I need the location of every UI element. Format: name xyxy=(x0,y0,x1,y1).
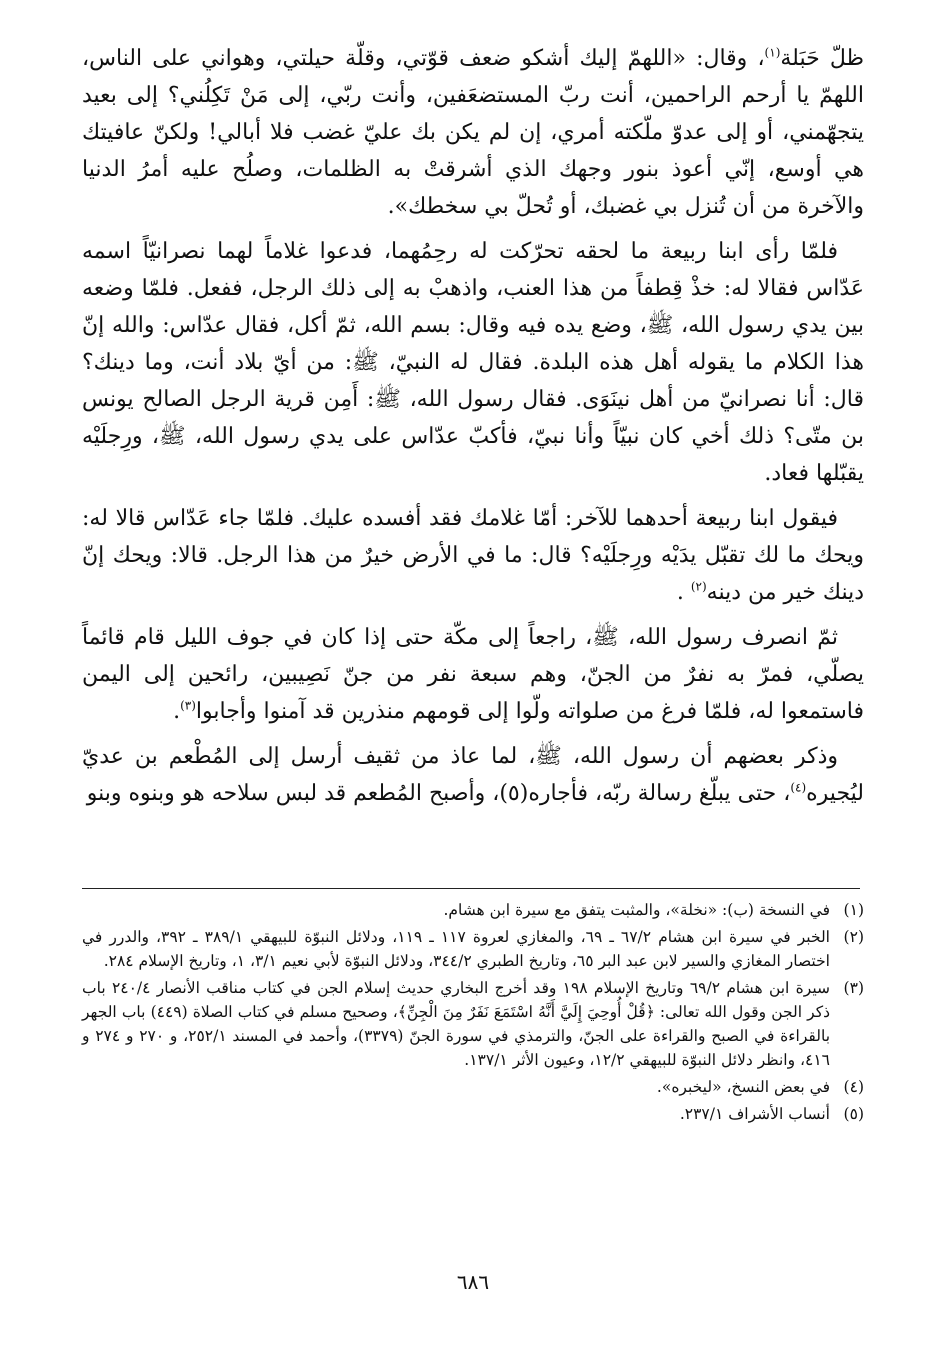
paragraph-text: وذكر بعضهم أن رسول الله، ﷺ، لما عاذ من ثقيف أرسل إلى المُطْعم بن عديّ ليُجيره xyxy=(82,744,864,806)
footnote-item xyxy=(82,976,864,1072)
paragraph-text: . xyxy=(173,699,181,724)
paragraph-text: فيقول ابنا ربيعة أحدهما للآخر: أمّا غلامك فقد أفسده عليك. فلمّا جاء عَدّاس قالا له: ويحك ما لك تقبّل يدَيْه ورِجلَيْه؟ قال: ما في الأرض خيرٌ من هذا الرجل. قالا: ويحك إنّ دينك خير من دينه xyxy=(82,506,864,605)
paragraph-text: ، حتى يبلّغ رسالة ربّه، فأجاره(٥)، وأصبح المُطعم قد لبس سلاحه هو وبنوه وبنو xyxy=(86,781,791,806)
paragraph xyxy=(82,233,864,492)
footnote-item xyxy=(82,1102,864,1126)
footnote-item xyxy=(82,1075,864,1099)
footnote-text: الخبر في سيرة ابن هشام ٦٧/٢ ـ ٦٩، والمغازي لعروة ١١٧ ـ ١١٩، ودلائل النبوّة للبيهقي ٣٨٩/١ ـ ٣٩٢، والدرر في اختصار المغازي والسير لابن عبد البر ٦٥، وتاريخ الطبري ٣٤٤/٢، ودلائل النبوّة لأبي نعيم ٣/١، ١، وتاريخ الإسلام ٢٨٤. xyxy=(82,928,830,970)
footnote-item xyxy=(82,925,864,973)
paragraph xyxy=(82,619,864,730)
paragraph xyxy=(82,500,864,611)
paragraph xyxy=(82,40,864,225)
footnote-number: (٢) xyxy=(843,928,864,946)
footnotes-list xyxy=(82,898,864,1129)
footnote-number: (١) xyxy=(843,901,864,919)
footnote-text: في النسخة (ب): «نخلة»، والمثبت يتفق مع سيرة ابن هشام. xyxy=(443,901,830,919)
paragraph-text: فلمّا رأى ابنا ربيعة ما لحقه تحرّكت له رحِمُهما، فدعوا غلاماً لهما نصرانيّاً اسمه عَدّاس فقالا له: خذْ قِطفاً من هذا العنب، واذهبْ به إلى ذلك الرجل، ففعل. فلمّا وضعه بين يدي رسول الله، ﷺ، وضع يده فيه وقال: بسم الله، ثمّ أكل، فقال عدّاس: والله إنّ هذا الكلام ما يقوله أهل هذه البلدة. فقال له النبيّ، ﷺ: من أيّ بلاد أنت، وما دينك؟ قال: أنا نصرانيّ من أهل نينَوَى. فقال رسول الله، ﷺ: أَمِن قرية الرجل الصالح يونس بن متّى؟ ذلك أخي كان نبيّاً وأنا نبيّ، فأكبّ عدّاس على يدي رسول الله، ﷺ، ورِجلَيْه يقبّلها فعاد. xyxy=(82,239,864,486)
footnote-reference: (١) xyxy=(764,45,781,60)
footnote-separator xyxy=(82,888,860,889)
footnote-number: (٣) xyxy=(843,979,864,997)
paragraph xyxy=(82,738,864,812)
footnote-number: (٤) xyxy=(843,1078,864,1096)
footnote-text: أنساب الأشراف ٢٣٧/١. xyxy=(679,1105,830,1123)
footnote-reference: (٢) xyxy=(690,579,707,594)
footnote-text: سيرة ابن هشام ٦٩/٢ وتاريخ الإسلام ١٩٨ وقد أخرج البخاري حديث إسلام الجن في كتاب مناقب الأنصار ٢٤٠/٤ باب ذكر الجن وقول الله تعالى: ﴿قُلْ أُوحِيَ إِلَيَّ أَنَّهُ اسْتَمَعَ نَفَرٌ مِنَ الْجِنِّ﴾، وصحيح مسلم في كتاب الصلاة (٤٤٩) باب الجهر بالقراءة في الصبح والقراءة على الجنّ، والترمذي في سورة الجنّ (٣٣٧٩)، وأحمد في المسند ٢٥٢/١، و ٢٧٠ و ٢٧٤ و ٤١٦، وانظر دلائل النبوّة للبيهقي ١٢/٢، وعيون الأثر ١٣٧/١. xyxy=(82,979,831,1069)
footnote-reference: (٤) xyxy=(790,780,807,795)
paragraph-text: ثمّ انصرف رسول الله، ﷺ، راجعاً إلى مكّة حتى إذا كان في جوف الليل قام قائماً يصلّي، فمرّ به نفرٌ من الجنّ، وهم سبعة نفر من جنّ نَصِيبين، رائحين إلى اليمن فاستمعوا له، فلمّا فرغ من صلواته ولّوا إلى قومهم منذرين قد آمنوا وأجابوا xyxy=(82,625,864,724)
footnote-number: (٥) xyxy=(843,1105,864,1123)
page-number: ٦٨٦ xyxy=(456,1270,490,1294)
footnote-reference: (٣) xyxy=(180,698,196,713)
footnote-item xyxy=(82,898,864,922)
footnote-text: في بعض النسخ، «ليخبره». xyxy=(656,1078,830,1096)
paragraph-text: ظلّ حَبَلة xyxy=(780,46,864,71)
paragraph-text: ، وقال: «اللهمّ إليك أشكو ضعف قوّتي، وقلّة حيلتي، وهواني على الناس، اللهمّ يا أرحم الراحمين، أنت ربّ المستضعَفين، وأنت ربّي، إلى مَنْ تَكِلُني؟ إلى بعيد يتجهّمني، أو إلى عدوّ ملّكته أمري، إن لم يكن بك عليّ غضب فلا أبالي! ولكنّ عافيتك هي أوسع، إنّي أعوذ بنور وجهك الذي أشرقتْ به الظلمات، وصلُح عليه أمرُ الدنيا والآخرة من أن تُنزل بي غضبك، أو تُحلّ بي سخطك». xyxy=(82,46,864,219)
paragraph-text: . xyxy=(676,580,691,605)
main-text xyxy=(82,40,864,812)
